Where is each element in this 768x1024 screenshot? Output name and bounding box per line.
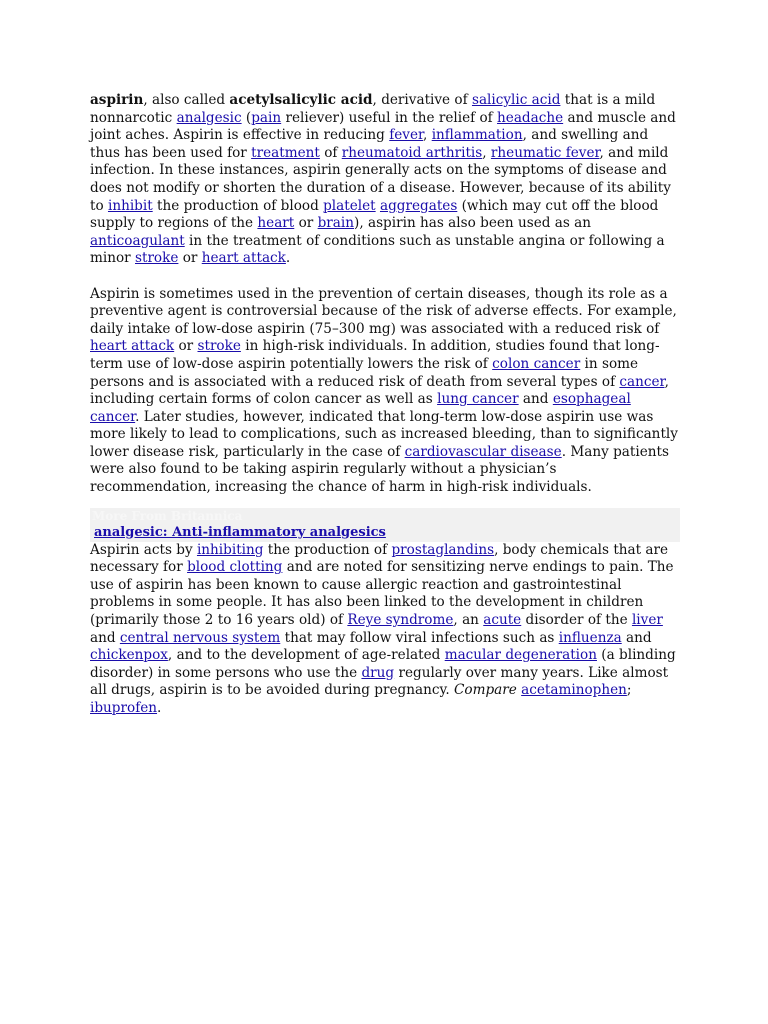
link-heart-attack[interactable]: heart attack	[90, 338, 175, 355]
link-inhibit[interactable]: inhibit	[107, 197, 153, 214]
text: that may follow viral infections such as	[280, 629, 559, 646]
text: and muscle and joint aches. Aspirin is effective in reducing	[90, 109, 676, 144]
text: in high-risk individuals. In addition, studies found that long-term use of low-dose aspirin potentially lowers the risk of	[90, 338, 660, 372]
link-analgesic[interactable]: analgesic	[176, 109, 242, 126]
link-treatment[interactable]: treatment	[251, 144, 320, 161]
link-reye-syndrome[interactable]: Reye syndrome	[347, 612, 454, 629]
text: ,	[423, 127, 432, 144]
text: ), aspirin has also been used as an	[354, 215, 592, 232]
link-liver[interactable]: liver	[631, 612, 663, 629]
link-heart[interactable]: heart	[257, 215, 295, 232]
link-ibuprofen[interactable]: ibuprofen	[90, 700, 158, 716]
text: , and mild infection. In these instances, aspirin generally acts on the symptoms of disease and does not modify or shorten the duration of a disease. However, because of its ability to	[90, 144, 671, 214]
link-blood-clotting[interactable]: blood clotting	[187, 559, 283, 576]
text: and	[90, 629, 120, 646]
link-pain[interactable]: pain	[251, 109, 282, 126]
text: reliever) useful in the relief of	[281, 109, 498, 126]
paragraph-mechanism	[90, 542, 680, 718]
text: Aspirin is sometimes used in the prevention of certain diseases, though its role as a preventive agent is controversial because of the risk of adverse effects. For example, daily intake of low-dose aspirin (75–300 mg) was associated with a reduced risk of	[90, 285, 677, 337]
text: , also called	[143, 92, 230, 108]
link-inhibiting[interactable]: inhibiting	[196, 541, 264, 558]
term-acetylsalicylic-acid: acetylsalicylic acid	[229, 92, 373, 108]
text: regularly over many years. Like almost all drugs, aspirin is to be avoided during pregnancy.	[90, 664, 669, 699]
text: (which may cut off the blood supply to regions of the	[90, 197, 659, 232]
link-influenza[interactable]: influenza	[558, 629, 622, 646]
link-chickenpox[interactable]: chickenpox	[90, 647, 168, 664]
text: and are noted for sensitizing nerve endings to pain. The use of aspirin has been known to cause allergic reaction and gastrointestinal problems in some people. It has also been linked to the development in children (primarily those 2 to 16 years old) of	[90, 559, 674, 629]
text: and	[621, 629, 652, 646]
link-central-nervous-system[interactable]: central nervous system	[119, 629, 281, 646]
related-article-box	[90, 508, 680, 542]
compare-label: Compare	[453, 682, 517, 699]
link-rheumatic-fever[interactable]: rheumatic fever	[490, 144, 600, 161]
link-acetaminophen[interactable]: acetaminophen	[521, 682, 627, 699]
paragraph-definition	[90, 92, 680, 268]
text: that is a mild nonnarcotic	[90, 92, 656, 126]
text: ,	[482, 144, 491, 161]
text: the production of	[263, 541, 392, 558]
link-cancer[interactable]: cancer	[619, 373, 665, 390]
link-salicylic-acid[interactable]: salicylic acid	[471, 92, 561, 108]
text: of	[319, 144, 342, 161]
text: and	[518, 391, 553, 408]
text: the production of blood	[152, 197, 324, 214]
text: ;	[626, 682, 632, 699]
link-cardiovascular-disease[interactable]: cardiovascular disease	[404, 443, 562, 460]
link-stroke[interactable]: stroke	[135, 250, 179, 267]
link-heart-attack[interactable]: heart attack	[201, 250, 286, 267]
link-rheumatoid-arthritis[interactable]: rheumatoid arthritis	[341, 144, 483, 161]
link-anticoagulant[interactable]: anticoagulant	[90, 232, 185, 249]
text: , derivative of	[372, 92, 472, 108]
text: (	[241, 109, 252, 126]
text: Aspirin acts by	[90, 541, 197, 558]
text: , and swelling and thus has been used for	[90, 127, 649, 161]
related-box-heading: More From Britannica	[92, 508, 243, 523]
article-body	[90, 92, 680, 718]
text: (a blinding disorder) in some persons who use the	[90, 647, 676, 681]
paragraph-prevention	[90, 286, 680, 497]
text: or	[294, 215, 318, 232]
link-inflammation[interactable]: inflammation	[431, 127, 523, 144]
link-fever[interactable]: fever	[389, 127, 424, 144]
link-acute[interactable]: acute	[483, 612, 522, 629]
link-platelet[interactable]: platelet	[323, 197, 376, 214]
text: , an	[453, 612, 484, 629]
text: , and to the development of age-related	[167, 647, 445, 664]
link-colon-cancer[interactable]: colon cancer	[492, 355, 581, 372]
link-headache[interactable]: headache	[497, 109, 564, 126]
link-drug[interactable]: drug	[361, 664, 395, 681]
paragraph-gap	[90, 268, 680, 286]
text: in the treatment of conditions such as unstable angina or following a minor	[90, 232, 665, 267]
text: in some persons and is associated with a reduced risk of death from several types of	[90, 355, 639, 390]
link-prostaglandins[interactable]: prostaglandins	[391, 541, 495, 558]
link-macular-degeneration[interactable]: macular degeneration	[444, 647, 597, 664]
text: , body chemicals that are necessary for	[90, 541, 669, 576]
link-aggregates[interactable]: aggregates	[379, 197, 458, 214]
text: or	[174, 338, 198, 355]
link-esophageal-cancer[interactable]: esophageal cancer	[90, 391, 631, 425]
link-brain[interactable]: brain	[317, 215, 355, 232]
text: .	[285, 250, 291, 267]
text: disorder of the	[521, 612, 632, 629]
text: . Many patients were also found to be taking aspirin regularly without a physician’s recommendation, increasing the chance of harm in high-risk individuals.	[90, 443, 669, 496]
text: , including certain forms of colon cancer as well as	[90, 373, 669, 408]
link-lung-cancer[interactable]: lung cancer	[437, 391, 519, 408]
related-article-link[interactable]: analgesic: Anti-inflammatory analgesics	[94, 524, 386, 540]
link-stroke[interactable]: stroke	[197, 338, 241, 355]
term-aspirin: aspirin	[90, 92, 144, 108]
text: or	[178, 250, 202, 267]
text: .	[157, 700, 162, 716]
text: . Later studies, however, indicated that long-term low-dose aspirin use was more likely to lead to complications, such as increased bleeding, than to significantly lower disease risk, particularly in the case of	[90, 408, 678, 460]
